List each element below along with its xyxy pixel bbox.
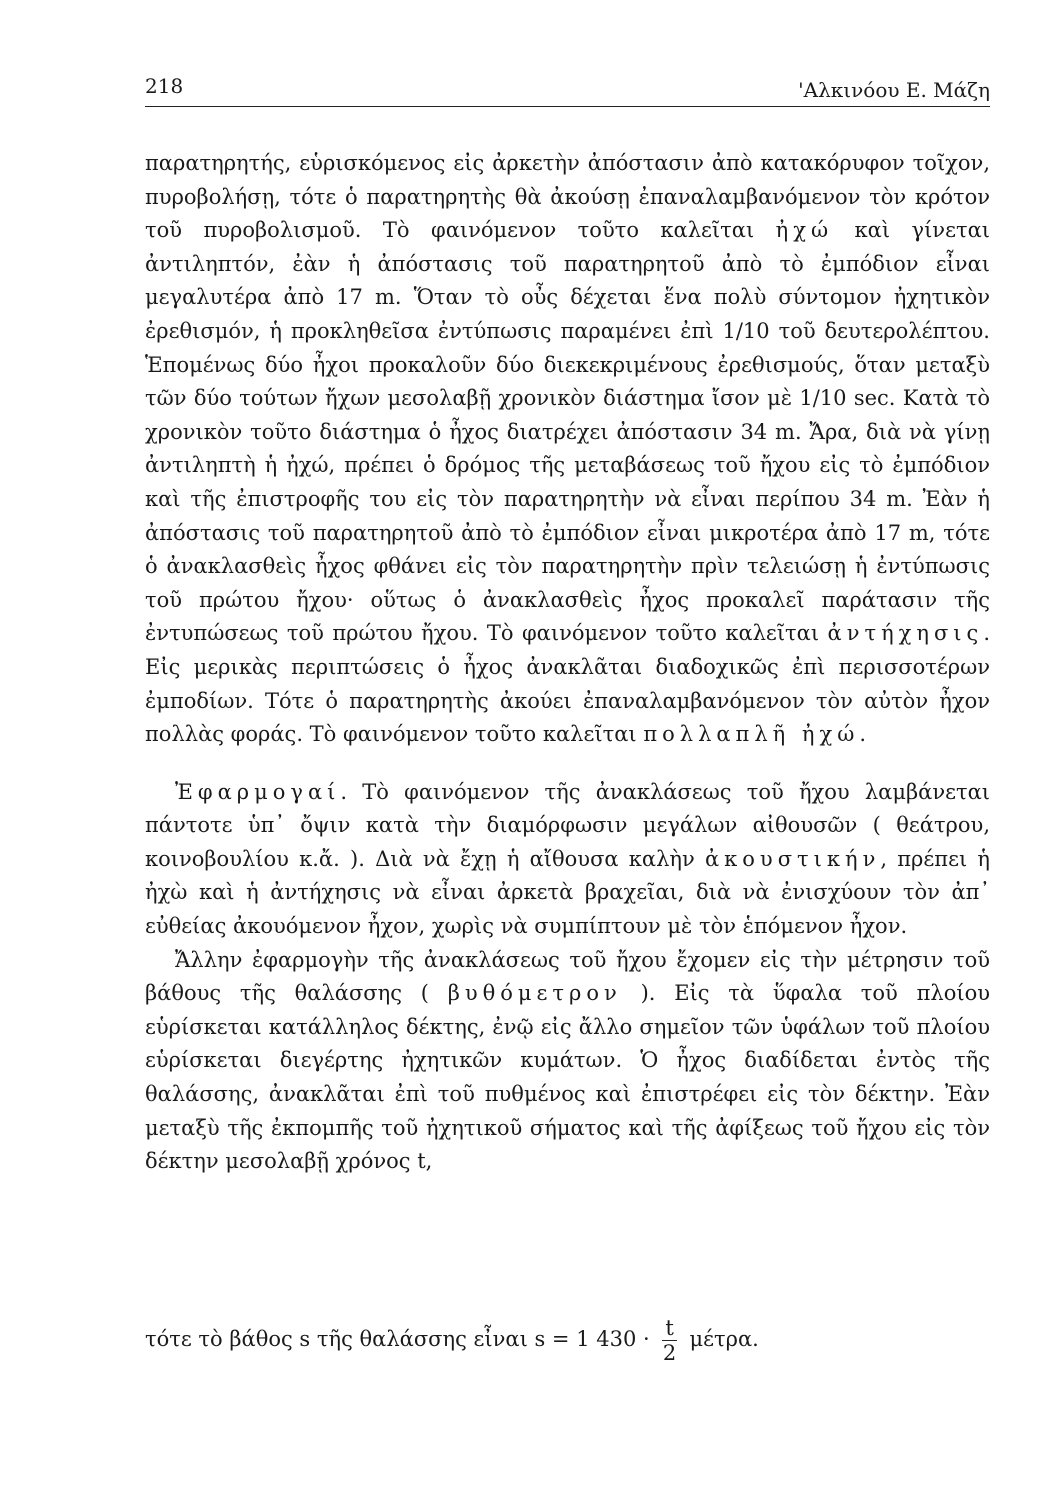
paragraph-gap [145,752,990,776]
paragraph-echo [145,147,990,752]
text-run: ). Εἰς τὰ ὕφαλα τοῦ πλοίου εὑρίσκεται κατάλληλος δέκτης, ἐνῷ εἰς ἄλλο σημεῖον τῶν ὑφάλων τοῦ πλοίου εὑρίσκεται διεγέρτης ἠχητικῶν κυμάτων. Ὁ ἦχος διαδίδεται ἐντὸς τῆς θαλάσσης, ἀνακλᾶται ἐπὶ τοῦ πυθμένος καὶ ἐπιστρέφει εἰς τὸν δέκτην. Ἐὰν μεταξὺ τῆς ἐκπομπῆς τοῦ ἠχητικοῦ σήματος καὶ τῆς ἀφίξεως τοῦ ἤχου εἰς τὸν δέκτην μεσολαβῇ χρόνος t, [145,981,990,1174]
depth-formula [145,1316,990,1365]
text-run: καὶ γίνεται ἀντιληπτόν, ἐὰν ἡ ἀπόστασις τοῦ παρατηρητοῦ ἀπὸ τὸ ἐμπόδιον εἶναι μεγαλυτέρα ἀπὸ 17 m. Ὅταν τὸ οὖς δέχεται ἕνα πολὺ σύντομον ἠχητικὸν ἐρεθισμόν, ἡ προκληθεῖσα ἐντύπωσις παραμένει ἐπὶ 1/10 τοῦ δευτερολέπτου. Ἑπομένως δύο ἦχοι προκαλοῦν δύο διεκεκριμένους ἐρεθισμούς, ὅταν μεταξὺ τῶν δύο τούτων ἤχων μεσολαβῇ χρονικὸν διάστημα ἴσον μὲ 1/10 sec. Κατὰ τὸ χρονικὸν τοῦτο διάστημα ὁ ἦχος διατρέχει ἀπόστασιν 34 m. Ἄρα, διὰ νὰ γίνῃ ἀντιληπτὴ ἡ ἠχώ, πρέπει ὁ δρόμος τῆς μεταβάσεως τοῦ ἤχου εἰς τὸ ἐμπόδιον καὶ τῆς ἐπιστροφῆς του εἰς τὸν παρατηρητὴν νὰ εἶναι περίπου 34 m. Ἐὰν ἡ ἀπόστασις τοῦ παρατηρητοῦ ἀπὸ τὸ ἐμπόδιον εἶναι μικροτέρα ἀπὸ 17 m, τότε ὁ ἀνακλασθεὶς ἦχος φθάνει εἰς τὸν παρατηρητὴν πρὶν τελειώσῃ ἡ ἐντύπωσις τοῦ πρώτου ἤχου· οὕτως ὁ ἀνακλασθεὶς ἦχος προκαλεῖ παράτασιν τῆς ἐντυπώσεως τοῦ πρώτου ἤχου. Τὸ φαινόμενον τοῦτο καλεῖται [145,218,990,646]
fraction-denominator: 2 [662,1341,677,1365]
running-head: 'Αλκινόου Ε. Μάζη [798,78,990,102]
formula-prefix: τότε τὸ βάθος s τῆς θαλάσσης εἶναι s = 1 430 · [145,1327,650,1351]
text-run: . Τὸ φαινόμενον τῆς ἀνακλάσεως τοῦ ἤχου λαμβάνεται πάντοτε ὑπ᾽ ὄψιν κατὰ τὴν διαμόρφωσιν μεγάλων αἰθουσῶν ( θεάτρου, κοινοβουλίου κ.ἄ. ). Διὰ νὰ ἔχῃ ἡ αἴθουσα καλὴν [145,779,990,871]
section-heading-applications: Ἐφαρμογαί [175,779,341,804]
fraction-numerator: t [662,1316,676,1341]
text-run: παρατηρητής, εὑρισκόμενος εἰς ἀρκετὴν ἀπόστασιν ἀπὸ κατακόρυφον τοῖχον, πυροβολήσῃ, τότε ὁ παρατηρητὴς θὰ ἀκούσῃ ἐπαναλαμβανόμενον τὸν κρότον τοῦ πυροβολισμοῦ. Τὸ φαινόμενον τοῦτο καλεῖται [145,151,990,243]
text-run: . [859,722,867,747]
text-run: Ἄλλην ἐφαρμογὴν τῆς ἀνακλάσεως τοῦ ἤχου ἔχομεν εἰς τὴν μέτρησιν τοῦ βάθους τῆς θαλάσσης ( [145,947,990,1006]
term-echo: ἠχώ [775,218,834,243]
page-header [145,72,990,107]
text-run: , πρέπει ἡ ἠχὼ καὶ ἡ ἀντήχησις νὰ εἶναι ἀρκετὰ βραχεῖαι, διὰ νὰ ἐνισχύουν τὸν ἀπ᾽ εὐθείας ἀκουόμενον ἦχον, χωρὶς νὰ συμπίπτουν μὲ τὸν ἑπόμενον ἦχον. [145,846,990,939]
text-run: . Εἰς μερικὰς περιπτώσεις ὁ ἦχος ἀνακλᾶται διαδοχικῶς ἐπὶ περισσοτέρων ἐμποδίων. Τότε ὁ παρατηρητὴς ἀκούει ἐπαναλαμβανόμενον τὸν αὐτὸν ἦχον πολλὰς φοράς. Τὸ φαινόμενον τοῦτο καλεῖται [145,621,990,747]
formula-suffix: μέτρα. [689,1327,759,1351]
fraction-t-over-2 [662,1316,676,1365]
page-number: 218 [145,74,184,98]
paragraph-applications [145,776,990,944]
paragraph-depth-sounder [145,944,990,1179]
term-multiple-echo: πολλαπλῆ ἠχώ [643,722,860,747]
body-text [145,147,990,1179]
term-bathometer: βυθόμετρον [447,981,622,1006]
term-reverberation: ἀντήχησις [827,621,984,646]
term-acoustic: ἀκουστικήν [704,846,881,871]
